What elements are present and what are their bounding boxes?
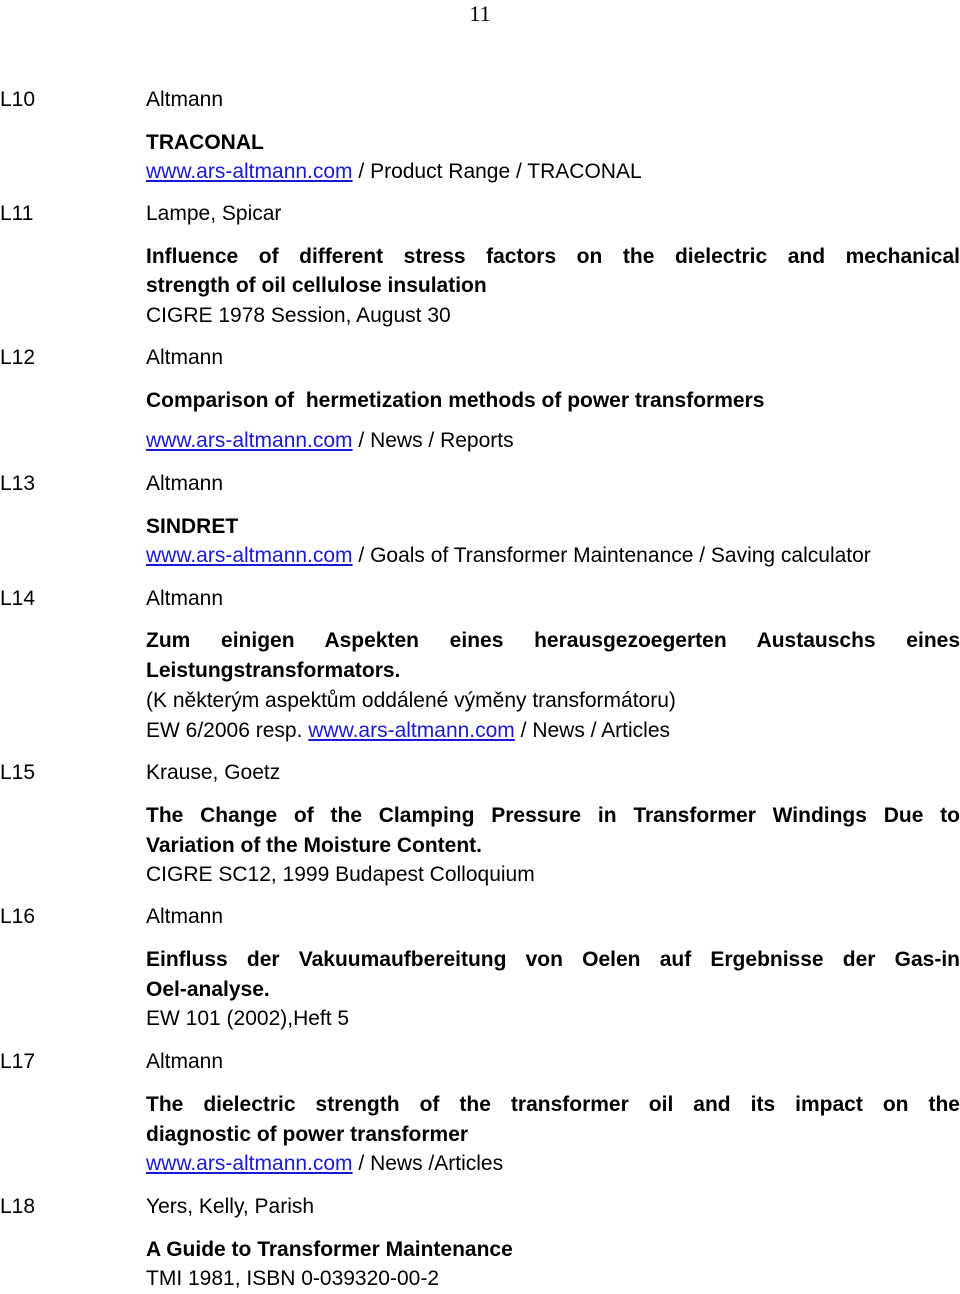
website-link[interactable]: www.ars-altmann.com [308,719,515,742]
reference-source: CIGRE 1978 Session, August 30 [146,304,451,327]
reference-title: A Guide to Transformer Maintenance [146,1238,513,1261]
reference-label: L14 [0,587,36,610]
reference-author: Altmann [146,346,224,369]
link-path: / News / Articles [514,719,671,742]
reference-title-line-2: strength of oil cellulose insulation [146,274,487,297]
reference-source [146,426,960,456]
reference-author: Yers, Kelly, Parish [146,1195,315,1218]
website-link[interactable]: www.ars-altmann.com [146,160,353,183]
reference-title-line-2: Variation of the Moisture Content. [146,834,483,857]
reference-label: L11 [0,202,34,225]
reference-label: L13 [0,472,36,495]
website-link[interactable]: www.ars-altmann.com [146,1152,353,1175]
reference-source [146,157,960,187]
reference-title: Comparison of hermetization methods of power transformers [146,389,765,412]
link-path: / News /Articles [352,1152,504,1175]
reference-author: Altmann [146,587,224,610]
reference-author: Altmann [146,1050,224,1073]
reference-label: L16 [0,905,36,928]
reference-source: EW 101 (2002),Heft 5 [146,1007,350,1030]
reference-author: Altmann [146,88,224,111]
page-number: 11 [469,1,491,26]
reference-title: TRACONAL [146,131,264,154]
reference-source [146,1149,960,1179]
reference-title: SINDRET [146,515,239,538]
link-path: / News / Reports [352,429,514,452]
reference-title-line-2: Leistungstransformators. [146,659,401,682]
reference-source: CIGRE SC12, 1999 Budapest Colloquium [146,863,535,886]
reference-label: L15 [0,761,36,784]
reference-source [146,541,960,571]
reference-label: L18 [0,1195,36,1218]
reference-title-line-1: Zum einigen Aspekten eines herausgezoegerten Austauschs eines [146,629,960,652]
reference-title-line-1: The dielectric strength of the transformer oil and its impact on the [146,1093,960,1116]
link-path: / Goals of Transformer Maintenance / Saving calculator [352,544,871,567]
reference-title-line-1: The Change of the Clamping Pressure in Transformer Windings Due to [146,804,960,827]
reference-title-line-2: diagnostic of power transformer [146,1123,469,1146]
website-link[interactable]: www.ars-altmann.com [146,429,353,452]
reference-author: Lampe, Spicar [146,202,282,225]
reference-author: Altmann [146,472,224,495]
reference-title-line-1: Einfluss der Vakuumaufbereitung von Oelen auf Ergebnisse der Gas-in [146,948,960,971]
link-path: / Product Range / TRACONAL [352,160,642,183]
source-prefix: EW 6/2006 resp. [146,719,309,742]
reference-author: Altmann [146,905,224,928]
reference-title-line-2: Oel-analyse. [146,978,270,1001]
reference-source: TMI 1981, ISBN 0-039320-00-2 [146,1267,439,1290]
reference-author: Krause, Goetz [146,761,281,784]
reference-label: L17 [0,1050,36,1073]
reference-label: L10 [0,88,36,111]
reference-subtitle: (K některým aspektům oddálené výměny transformátoru) [146,689,676,712]
reference-label: L12 [0,346,36,369]
website-link[interactable]: www.ars-altmann.com [146,544,353,567]
reference-source [146,716,960,746]
reference-title-line-1: Influence of different stress factors on the dielectric and mechanical [146,245,960,268]
